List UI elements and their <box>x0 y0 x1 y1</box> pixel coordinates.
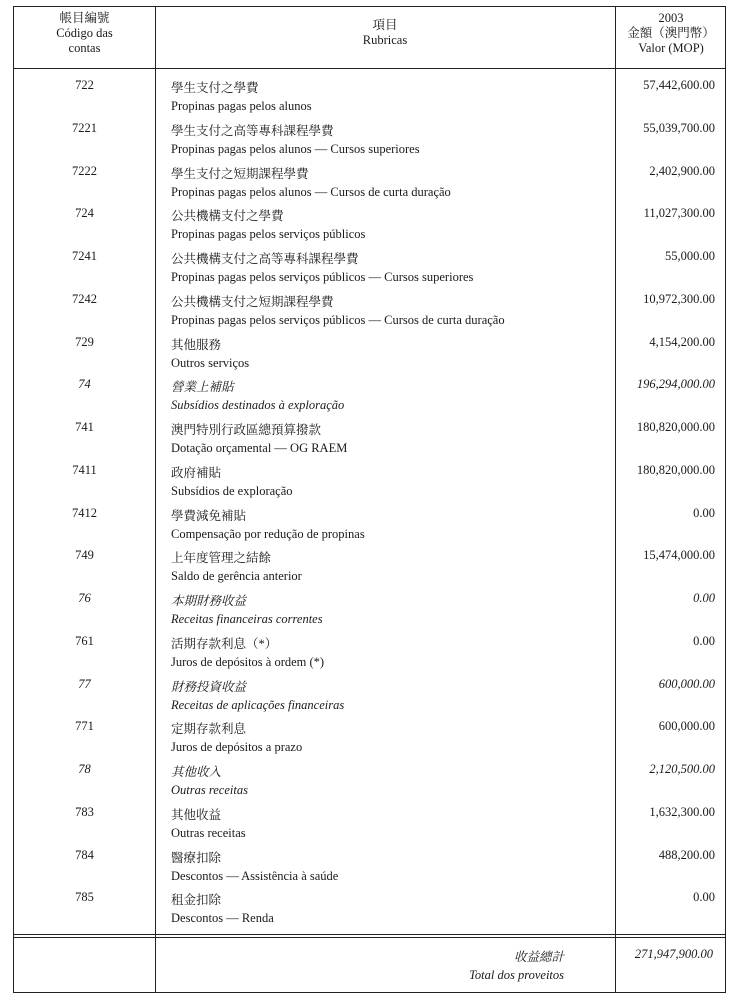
amount: 11,027,300.00 <box>643 206 715 221</box>
rubric-pt: Compensação por redução de propinas <box>171 526 365 541</box>
rubric-zh: 其他收入 <box>171 765 222 779</box>
amount: 0.00 <box>693 890 715 905</box>
rubric-zh: 上年度管理之結餘 <box>171 551 272 566</box>
total-divider <box>14 934 725 935</box>
rubric-pt: Descontos — Renda <box>171 911 274 926</box>
table-row <box>14 502 727 545</box>
header-rubric-pt: Rubricas <box>362 33 408 47</box>
rubric-zh: 學費減免補貼 <box>171 508 247 523</box>
table-row <box>14 459 727 502</box>
header-value <box>615 11 727 56</box>
amount: 55,039,700.00 <box>643 120 715 135</box>
rubric-zh: 政府補貼 <box>171 465 222 480</box>
amount: 180,820,000.00 <box>636 462 715 477</box>
account-code: 7412 <box>72 505 97 520</box>
account-code: 76 <box>78 591 91 605</box>
account-code: 729 <box>75 334 94 349</box>
rubric-pt: Subsídios de exploração <box>171 483 293 498</box>
rubric-pt: Propinas pagas pelos alunos — Cursos de curta duração <box>171 184 451 199</box>
rubric-zh: 其他服務 <box>171 337 222 352</box>
account-code: 749 <box>75 548 94 563</box>
amount: 15,474,000.00 <box>643 548 715 563</box>
account-code: 771 <box>75 719 94 734</box>
rubric-pt: Descontos — Assistência à saúde <box>171 868 339 883</box>
rubric-zh: 財務投資收益 <box>171 679 247 694</box>
rubric-zh: 澳門特別行政區總預算撥款 <box>171 423 322 437</box>
rubric-pt: Outras receitas <box>171 783 248 797</box>
table-row <box>14 630 727 673</box>
rubric-pt: Juros de depósitos a prazo <box>171 740 303 755</box>
table-row <box>14 74 727 117</box>
header-value-pt: Valor (MOP) <box>638 41 704 55</box>
header-code-zh: 帳目編號 <box>59 11 110 25</box>
table-row <box>14 245 727 288</box>
rubric-zh: 定期存款利息 <box>171 722 247 737</box>
rubric-pt: Saldo de gerência anterior <box>171 569 302 584</box>
table-row <box>14 373 727 416</box>
header-code <box>14 11 155 56</box>
accounts-table <box>13 6 726 993</box>
rubric-zh: 學生支付之學費 <box>171 81 259 95</box>
amount: 600,000.00 <box>658 719 715 734</box>
table-row <box>14 673 727 716</box>
amount: 1,632,300.00 <box>649 804 715 819</box>
total-label-zh: 收益總計 <box>513 950 564 964</box>
rubric-pt: Receitas financeiras correntes <box>171 612 323 626</box>
account-code: 741 <box>75 420 94 434</box>
table-row <box>14 715 727 758</box>
account-code: 74 <box>78 377 91 392</box>
table-row <box>14 544 727 587</box>
amount: 55,000.00 <box>665 249 715 263</box>
amount: 196,294,000.00 <box>636 377 715 392</box>
table-row <box>14 801 727 844</box>
rubric-zh: 學生支付之高等專科課程學費 <box>171 123 334 138</box>
header-code-pt: contas <box>68 41 101 55</box>
account-code: 783 <box>75 804 94 819</box>
table-row <box>14 202 727 245</box>
table-row <box>14 416 727 459</box>
table-row <box>14 886 727 929</box>
rubric-zh: 營業上補貼 <box>171 380 234 395</box>
account-code: 784 <box>75 847 94 862</box>
rubric-zh: 公共機構支付之學費 <box>171 209 284 224</box>
rubric-pt: Dotação orçamental — OG RAEM <box>171 441 348 455</box>
rubric-zh: 學生支付之短期課程學費 <box>171 166 309 181</box>
table-row <box>14 587 727 630</box>
rubric-pt: Propinas pagas pelos alunos — Cursos superiores <box>171 141 420 156</box>
account-code: 7221 <box>72 120 97 135</box>
amount: 600,000.00 <box>658 676 715 691</box>
account-code: 7222 <box>72 163 97 178</box>
account-code: 722 <box>75 78 94 92</box>
account-code: 761 <box>75 633 94 648</box>
total-value: 271,947,900.00 <box>634 947 713 961</box>
rubric-pt: Propinas pagas pelos serviços públicos — Cursos superiores <box>171 270 474 284</box>
header-rubric-zh: 項目 <box>372 18 398 32</box>
rubric-zh: 本期財務收益 <box>171 594 247 608</box>
rubric-zh: 租金扣除 <box>171 893 222 908</box>
table-row <box>14 160 727 203</box>
header-year: 2003 <box>658 11 684 25</box>
account-code: 724 <box>75 206 94 221</box>
amount: 57,442,600.00 <box>643 78 715 92</box>
amount: 488,200.00 <box>658 847 715 862</box>
amount: 10,972,300.00 <box>643 291 715 306</box>
rubric-pt: Propinas pagas pelos alunos <box>171 99 312 113</box>
rubric-pt: Propinas pagas pelos serviços públicos — Cursos de curta duração <box>171 312 505 327</box>
account-code: 7242 <box>72 291 97 306</box>
rubric-pt: Propinas pagas pelos serviços públicos <box>171 227 366 242</box>
rubric-zh: 醫療扣除 <box>171 850 222 865</box>
amount: 0.00 <box>693 633 715 648</box>
amount: 0.00 <box>693 591 715 605</box>
account-code: 7241 <box>72 249 97 263</box>
amount: 180,820,000.00 <box>636 420 715 434</box>
rubric-pt: Subsídios destinados à exploração <box>171 398 345 413</box>
header-value-zh: 金額（澳門幣） <box>627 26 715 40</box>
rubric-zh: 活期存款利息（*） <box>171 636 278 651</box>
rubric-pt: Outros serviços <box>171 355 250 370</box>
rubric-zh: 公共機構支付之高等專科課程學費 <box>171 252 359 266</box>
header-code-pt: Código das <box>56 26 113 40</box>
account-code: 77 <box>78 676 91 691</box>
table-row <box>14 758 727 801</box>
amount: 4,154,200.00 <box>649 334 715 349</box>
rubric-pt: Juros de depósitos à ordem (*) <box>171 654 325 669</box>
account-code: 78 <box>78 762 91 776</box>
total-divider <box>14 937 725 938</box>
account-code: 7411 <box>72 462 97 477</box>
amount: 0.00 <box>693 505 715 520</box>
amount: 2,402,900.00 <box>649 163 715 178</box>
table-row <box>14 331 727 374</box>
rubric-pt: Outras receitas <box>171 825 246 840</box>
total-label-pt: Total dos proveitos <box>469 968 564 982</box>
account-code: 785 <box>75 890 94 905</box>
table-row <box>14 117 727 160</box>
rubric-pt: Receitas de aplicações financeiras <box>171 697 345 712</box>
header-divider <box>14 68 725 69</box>
header-rubric <box>155 18 615 48</box>
rubric-zh: 其他收益 <box>171 807 222 822</box>
amount: 2,120,500.00 <box>649 762 715 776</box>
rubric-zh: 公共機構支付之短期課程學費 <box>171 294 334 309</box>
table-row <box>14 288 727 331</box>
table-row <box>14 844 727 887</box>
